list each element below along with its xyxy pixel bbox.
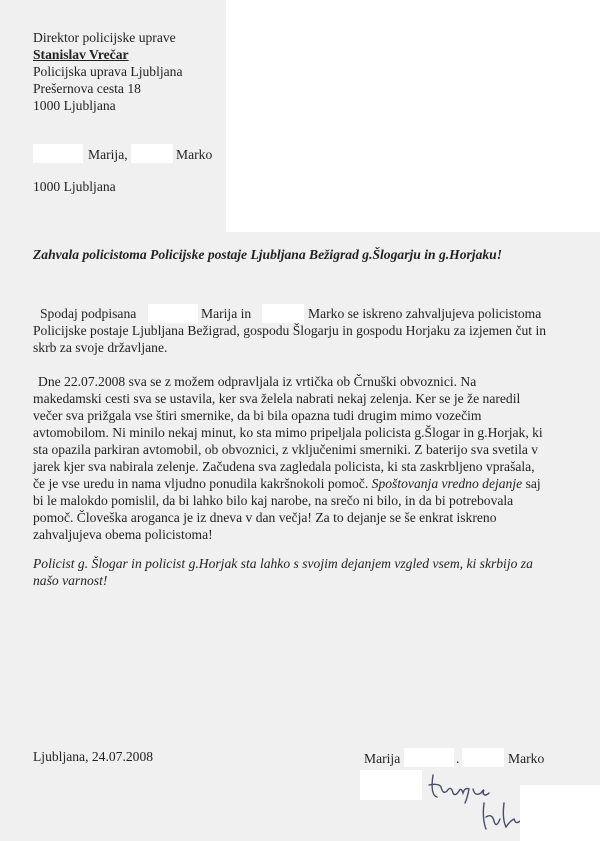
recipient-role: Direktor policijske uprave <box>33 30 176 45</box>
p1-line1-b: Marija in <box>201 306 252 321</box>
p2-line2: makedamski cesti sva se ustavila, ker sva želela nabrati nekaj zelenja. Ker se je že naredil <box>33 391 521 406</box>
p1-line3: skrb za svoje državljane. <box>33 340 168 355</box>
p2-line5: sta opazila parkiran avtomobil, ob obvoznici, z vključenimi smerniki. Z baterijo sva svetila v <box>33 442 539 457</box>
p2-line7-a: če je vse uredu in nama vljudno ponudila kakršnokoli pomoč. <box>33 476 369 491</box>
p3-line2: našo varnost! <box>33 573 108 588</box>
p2-line3: večer sva prižgala vse štiri smernike, da bi bila opazna tudi drugim mimo vozečim <box>33 408 482 423</box>
sender-city: 1000 Ljubljana <box>33 179 116 194</box>
redacted-surname-2 <box>131 144 173 163</box>
p2-line6: jarek kjer sva nabirala zelenje. Začudena sva zagledala policista, ki sta zaskrbljeno vprašala, <box>33 459 535 474</box>
recipient-street: Prešernova cesta 18 <box>33 81 141 96</box>
redacted-surname-3 <box>148 304 198 323</box>
redacted-signature-area-2 <box>520 785 600 841</box>
signer-1: Marija <box>364 751 401 766</box>
sender-first-name-1: Marija, <box>88 147 128 162</box>
sender-first-name-2: Marko <box>176 147 213 162</box>
signer-sep: . <box>456 751 460 766</box>
recipient-city: 1000 Ljubljana <box>33 98 116 113</box>
p2-line7-c: saj <box>525 476 541 491</box>
p2-line8: bi le malokdo pomislil, da bi lahko bilo kaj narobe, na srečo ni bilo, in da bi potrebovala <box>33 493 514 508</box>
redacted-surname-1 <box>33 144 83 163</box>
p1-line1-c: Marko se iskreno zahvaljujeva policistoma <box>308 306 542 321</box>
paragraph-1 <box>33 305 546 356</box>
letter-title: Zahvala policistoma Policijske postaje Ljubljana Bežigrad g.Šlogarju in g.Horjaku! <box>33 247 503 262</box>
p3-line1: Policist g. Šlogar in policist g.Horjak sta lahko s svojim dejanjem vzgled vsem, ki skrbijo za <box>33 556 533 571</box>
p2-line4: avtomobilom. Ni minilo nekaj minut, ko sta mimo pripeljala policista g.Šlogar in g.Horjak, ki <box>33 425 543 440</box>
recipient-name: Stanislav Vrečar <box>33 47 129 62</box>
redacted-surname-4 <box>262 304 304 323</box>
paragraph-3 <box>33 555 533 589</box>
recipient-organization: Policijska uprava Ljubljana <box>33 64 183 79</box>
redacted-signature-area-1 <box>360 770 422 800</box>
p1-line2: Policijske postaje Ljubljana Bežigrad, gospodu Šlogarju in gospodu Horjaku za izjemen čut in <box>33 323 547 338</box>
p2-line1: Dne 22.07.2008 sva se z možem odpravljala iz vrtička ob Črnuški obvoznici. Na <box>38 374 477 389</box>
p2-line10: zahvaljujeva obema policistoma! <box>33 527 213 542</box>
p2-line7-b: Spoštovanja vredno dejanje <box>371 476 523 491</box>
signer-2: Marko <box>508 751 545 766</box>
place-date: Ljubljana, 24.07.2008 <box>33 749 154 764</box>
redacted-header-block <box>226 0 600 232</box>
p1-line1-a: Spodaj podpisana <box>40 306 137 321</box>
p2-line9: pomoč. Človeška aroganca je iz dneva v dan večja! Za to dejanje se še enkrat iskreno <box>33 510 497 525</box>
paragraph-2 <box>33 373 543 543</box>
